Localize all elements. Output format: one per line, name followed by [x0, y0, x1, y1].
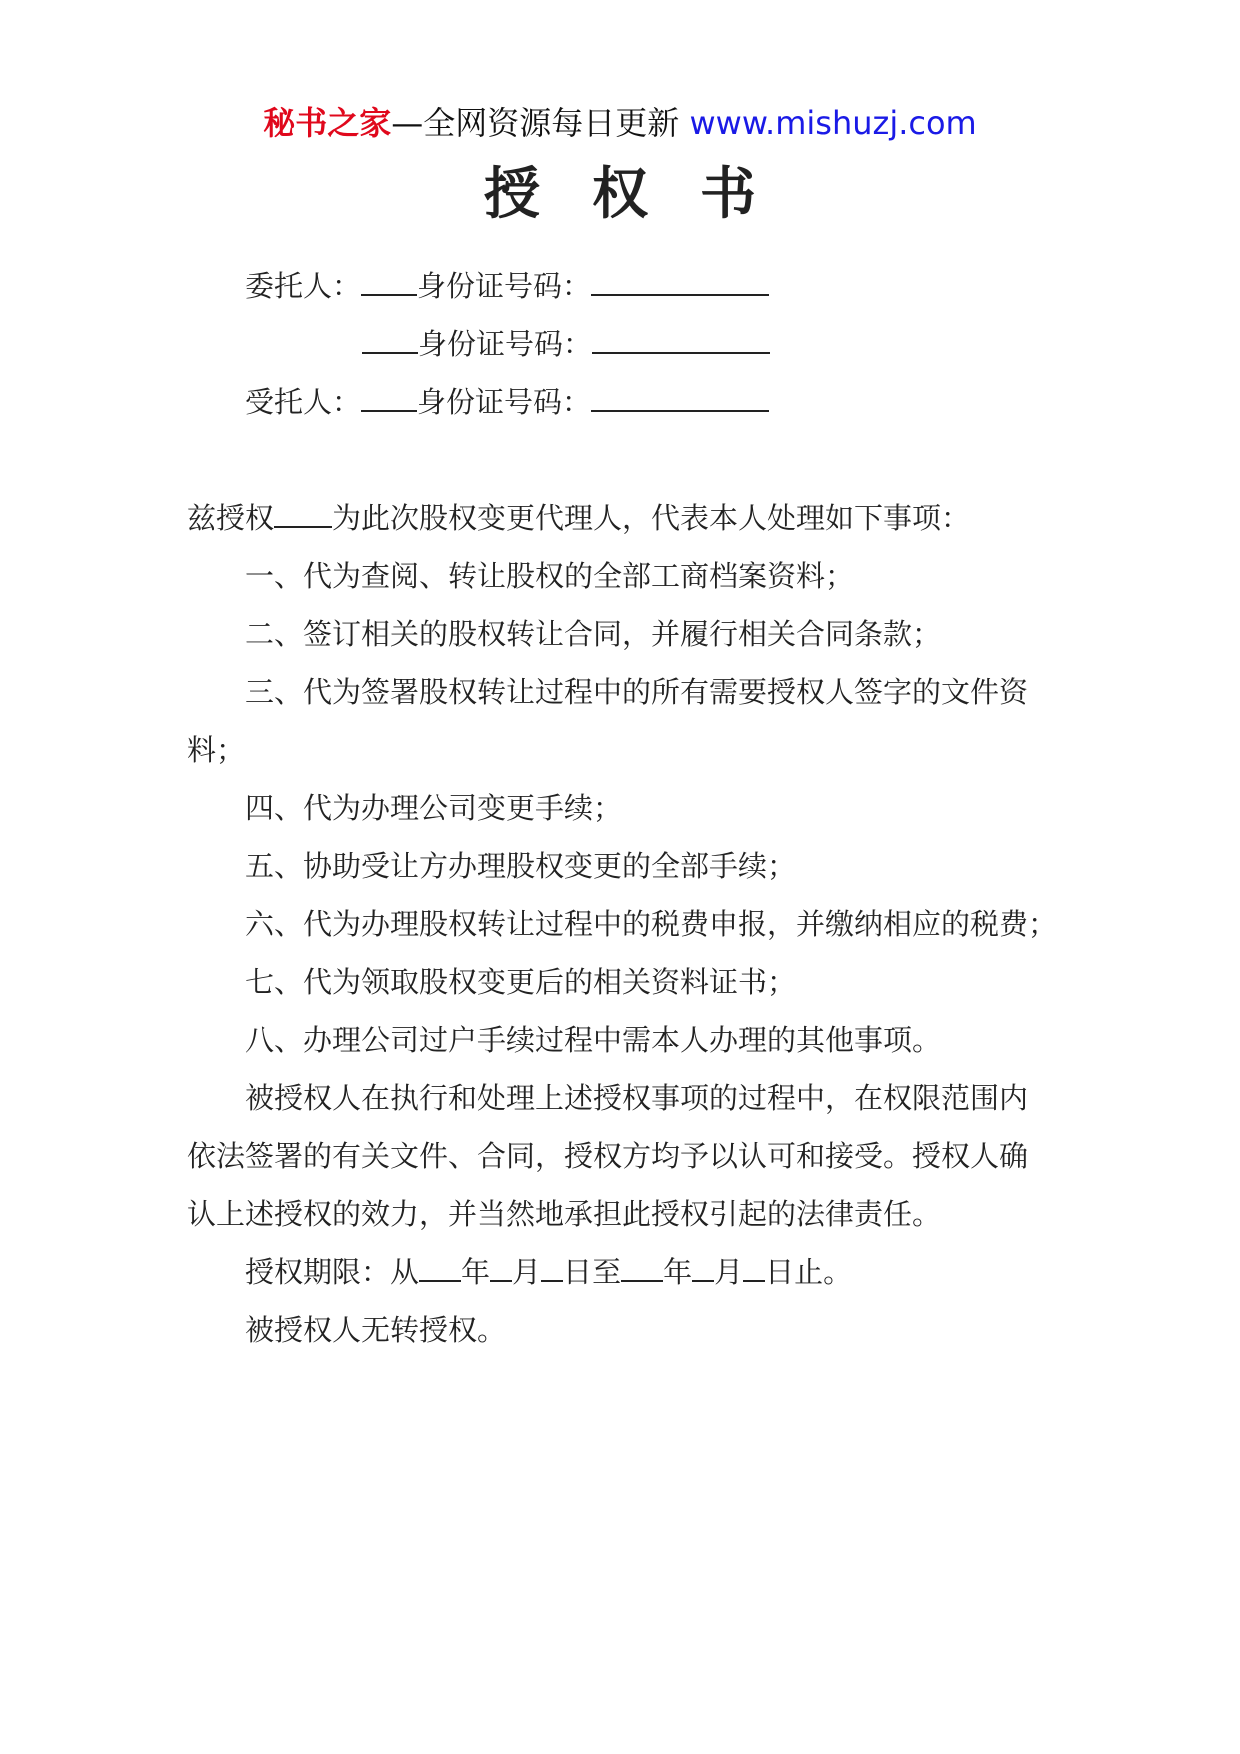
month-unit: 月 — [512, 1255, 542, 1289]
paragraph-line-3: 认上述授权的效力，并当然地承担此授权引起的法律责任。 — [187, 1197, 942, 1231]
item-5: 五、协助受让方办理股权变更的全部手续； — [245, 849, 797, 883]
principal-label: 委托人： — [245, 269, 362, 303]
site-url-link[interactable]: www.mishuzj.com — [689, 104, 977, 142]
end-year-blank[interactable] — [621, 1252, 663, 1282]
paragraph-line-1: 被授权人在执行和处理上述授权事项的过程中，在权限范围内 — [245, 1081, 1029, 1115]
year-unit: 年 — [461, 1255, 491, 1289]
end-day-blank[interactable] — [743, 1252, 765, 1282]
principal2-name-blank[interactable] — [362, 324, 418, 354]
id-number-label: 身份证号码： — [418, 327, 593, 361]
item-1: 一、代为查阅、转让股权的全部工商档案资料； — [245, 559, 855, 593]
to-word: 至 — [592, 1255, 622, 1289]
start-day-blank[interactable] — [541, 1252, 563, 1282]
paragraph-line-2: 依法签署的有关文件、合同，授权方均予以认可和接受。授权人确 — [187, 1139, 1029, 1173]
authorized-name-blank[interactable] — [274, 498, 332, 528]
item-3-line-1: 三、代为签署股权转让过程中的所有需要授权人签字的文件资 — [245, 675, 1029, 709]
day-unit: 日 — [765, 1255, 795, 1289]
agent-id-blank[interactable] — [591, 382, 769, 412]
intro-line — [187, 498, 970, 538]
agent-label: 受托人： — [245, 385, 362, 419]
id-number-label: 身份证号码： — [417, 385, 592, 419]
item-4: 四、代为办理公司变更手续； — [245, 791, 623, 825]
month-unit: 月 — [714, 1255, 744, 1289]
agent-name-blank[interactable] — [361, 382, 417, 412]
no-sub-authorization: 被授权人无转授权。 — [245, 1313, 507, 1347]
brand-name: 秘书之家 — [263, 104, 392, 142]
period-label: 授权期限：从 — [245, 1255, 420, 1289]
principal-name-blank[interactable] — [361, 266, 417, 296]
period-end: 止。 — [794, 1255, 853, 1289]
item-2: 二、签订相关的股权转让合同，并履行相关合同条款； — [245, 617, 942, 651]
intro-prefix: 兹授权 — [187, 501, 275, 535]
item-8: 八、办理公司过户手续过程中需本人办理的其他事项。 — [245, 1023, 942, 1057]
principal2-id-blank[interactable] — [592, 324, 770, 354]
start-year-blank[interactable] — [419, 1252, 461, 1282]
principal-row-1 — [245, 266, 769, 306]
id-number-label: 身份证号码： — [417, 269, 592, 303]
day-unit: 日 — [563, 1255, 593, 1289]
principal-row-2 — [362, 324, 770, 364]
item-7: 七、代为领取股权变更后的相关资料证书； — [245, 965, 797, 999]
principal-id-blank[interactable] — [591, 266, 769, 296]
start-month-blank[interactable] — [490, 1252, 512, 1282]
document-title: 授权书 — [484, 162, 808, 227]
authorization-period — [245, 1252, 852, 1292]
item-6: 六、代为办理股权转让过程中的税费申报，并缴纳相应的税费； — [245, 907, 1058, 941]
site-header — [0, 100, 1240, 146]
agent-row — [245, 382, 769, 422]
item-3-line-2: 料； — [187, 733, 246, 767]
end-month-blank[interactable] — [692, 1252, 714, 1282]
header-slogan: —全网资源每日更新 — [391, 104, 690, 142]
year-unit: 年 — [663, 1255, 693, 1289]
intro-suffix: 为此次股权变更代理人，代表本人处理如下事项： — [332, 501, 971, 535]
